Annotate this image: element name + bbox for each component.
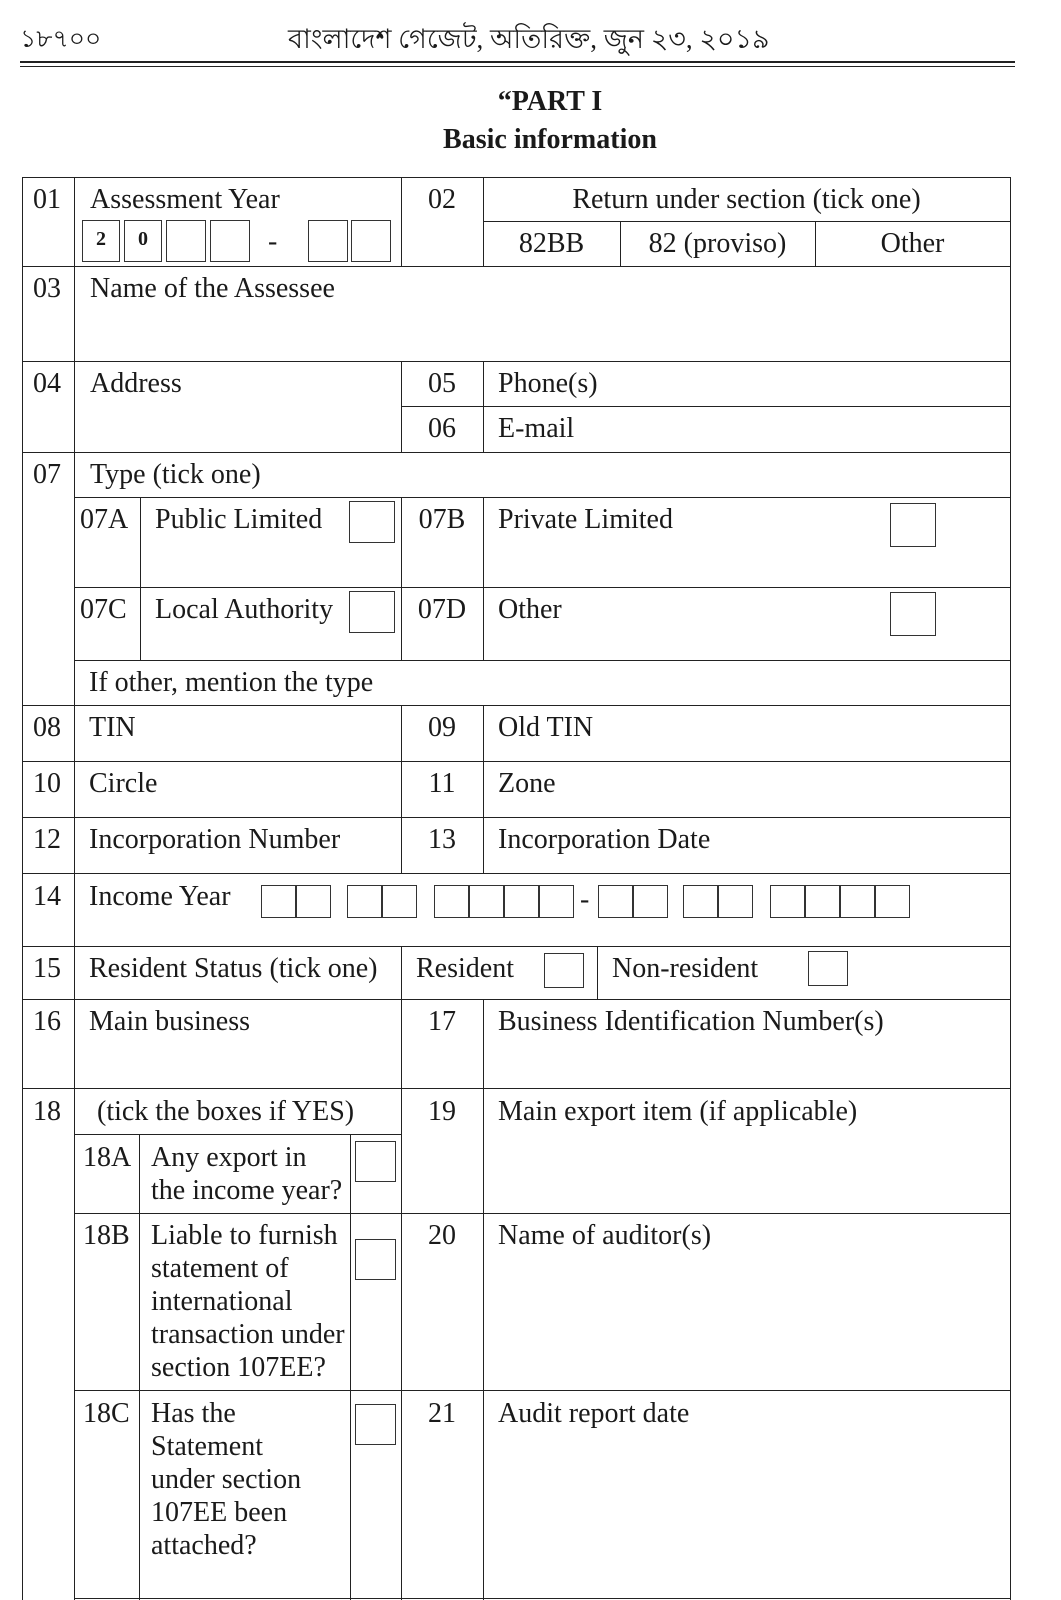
field-20-number: 20 xyxy=(428,1220,456,1251)
type-other-label: Other xyxy=(498,594,562,625)
field-18a-code: 18A xyxy=(83,1142,132,1173)
resident-checkbox[interactable] xyxy=(544,953,584,988)
field-01-number: 01 xyxy=(33,184,61,215)
statement-attached-checkbox[interactable] xyxy=(355,1404,396,1445)
type-public-limited-label: Public Limited xyxy=(155,504,323,535)
type-other-checkbox[interactable] xyxy=(890,592,936,636)
type-label: Type (tick one) xyxy=(90,459,261,490)
field-21-number: 21 xyxy=(428,1398,456,1429)
gazette-title: বাংলাদেশ গেজেট, অতিরিক্ত, জুন ২৩, ২০১৯ xyxy=(288,24,770,54)
resident-status-label: Resident Status (tick one) xyxy=(89,953,378,984)
page-number: ১৮৭০০ xyxy=(20,26,102,53)
incorporation-date-label: Incorporation Date xyxy=(498,824,711,855)
statement-attached-line: Statement xyxy=(151,1431,263,1462)
assessment-year-digit-3[interactable] xyxy=(166,220,206,262)
field-09-number: 09 xyxy=(428,712,456,743)
income-year-box[interactable] xyxy=(347,885,382,918)
income-year-box[interactable] xyxy=(718,885,753,918)
international-transaction-line: transaction under xyxy=(151,1319,345,1350)
type-07d-code: 07D xyxy=(417,594,467,625)
income-year-label: Income Year xyxy=(89,881,231,912)
address-label: Address xyxy=(90,368,182,399)
nonresident-option-label: Non-resident xyxy=(612,953,759,984)
export-question-line: Any export in xyxy=(151,1142,307,1173)
address-field[interactable] xyxy=(75,400,400,450)
type-other-note: If other, mention the type xyxy=(89,667,374,698)
return-option-other[interactable]: Other xyxy=(880,228,945,259)
statement-attached-line: Has the xyxy=(151,1398,236,1429)
assessment-year-dash: - xyxy=(268,226,278,257)
audit-report-date-label: Audit report date xyxy=(498,1398,690,1429)
assessee-name-label: Name of the Assessee xyxy=(90,273,335,304)
income-year-box[interactable] xyxy=(382,885,417,918)
international-transaction-line: section 107EE? xyxy=(151,1352,326,1383)
field-18-number: 18 xyxy=(33,1096,61,1127)
income-year-box[interactable] xyxy=(261,885,296,918)
income-year-box[interactable] xyxy=(469,885,504,918)
type-07a-code: 07A xyxy=(80,504,129,535)
field-12-number: 12 xyxy=(33,824,61,855)
field-04-number: 04 xyxy=(33,368,61,399)
type-private-limited-label: Private Limited xyxy=(498,504,673,535)
field-02-number: 02 xyxy=(428,184,456,215)
assessment-year-label: Assessment Year xyxy=(90,184,280,215)
international-transaction-line: international xyxy=(151,1286,293,1317)
header-rule-top xyxy=(20,61,1015,63)
nonresident-checkbox[interactable] xyxy=(808,951,848,986)
income-year-box[interactable] xyxy=(296,885,331,918)
field-08-number: 08 xyxy=(33,712,61,743)
return-section-label: Return under section (tick one) xyxy=(572,184,921,215)
statement-attached-line: attached? xyxy=(151,1530,257,1561)
old-tin-label: Old TIN xyxy=(498,712,594,743)
international-transaction-checkbox[interactable] xyxy=(355,1239,396,1280)
export-checkbox[interactable] xyxy=(355,1141,396,1182)
field-17-number: 17 xyxy=(428,1006,456,1037)
field-13-number: 13 xyxy=(428,824,456,855)
type-07c-code: 07C xyxy=(80,594,127,625)
export-question-line: the income year? xyxy=(151,1175,343,1206)
income-year-box[interactable] xyxy=(633,885,668,918)
statement-attached-line: 107EE been xyxy=(151,1497,288,1528)
type-local-authority-checkbox[interactable] xyxy=(349,591,395,633)
assessment-year-digit-6[interactable] xyxy=(351,220,391,262)
type-07b-code: 07B xyxy=(418,504,466,535)
tin-label: TIN xyxy=(89,712,136,743)
field-15-number: 15 xyxy=(33,953,61,984)
field-10-number: 10 xyxy=(33,768,61,799)
assessment-year-digit-2: 0 xyxy=(124,220,162,262)
international-transaction-line: Liable to furnish xyxy=(151,1220,338,1251)
field-19-number: 19 xyxy=(428,1096,456,1127)
assessment-year-digit-5[interactable] xyxy=(308,220,348,262)
return-option-82-proviso[interactable]: 82 (proviso) xyxy=(648,228,787,259)
income-year-box[interactable] xyxy=(875,885,910,918)
type-local-authority-label: Local Authority xyxy=(155,594,334,625)
header-rule-bottom xyxy=(20,66,1015,67)
resident-option-label: Resident xyxy=(416,953,514,984)
field-18c-code: 18C xyxy=(83,1398,130,1429)
field-18b-code: 18B xyxy=(83,1220,130,1251)
income-year-box[interactable] xyxy=(539,885,574,918)
field-07-number: 07 xyxy=(33,459,61,490)
assessee-name-field[interactable] xyxy=(75,305,1009,359)
type-public-limited-checkbox[interactable] xyxy=(349,501,395,543)
incorporation-number-label: Incorporation Number xyxy=(89,824,341,855)
main-export-item-label: Main export item (if applicable) xyxy=(498,1096,858,1127)
assessment-year-digit-1: 2 xyxy=(82,220,120,262)
field-06-number: 06 xyxy=(428,413,456,444)
circle-label: Circle xyxy=(89,768,158,799)
field-16-number: 16 xyxy=(33,1006,61,1037)
email-label: E-mail xyxy=(498,413,575,444)
tick-if-yes-label: (tick the boxes if YES) xyxy=(97,1096,355,1127)
main-business-label: Main business xyxy=(89,1006,250,1037)
statement-attached-line: under section xyxy=(151,1464,302,1495)
field-14-number: 14 xyxy=(33,881,61,912)
income-year-box[interactable] xyxy=(683,885,718,918)
income-year-box[interactable] xyxy=(434,885,469,918)
income-year-box[interactable] xyxy=(598,885,633,918)
field-05-number: 05 xyxy=(428,368,456,399)
field-03-number: 03 xyxy=(33,273,61,304)
section-subtitle: Basic information xyxy=(443,124,657,155)
income-year-dash: - xyxy=(580,884,590,915)
zone-label: Zone xyxy=(498,768,556,799)
international-transaction-line: statement of xyxy=(151,1253,289,1284)
income-year-box[interactable] xyxy=(840,885,875,918)
income-year-box[interactable] xyxy=(504,885,539,918)
auditor-name-label: Name of auditor(s) xyxy=(498,1220,712,1251)
return-option-82bb[interactable]: 82BB xyxy=(518,228,585,259)
assessment-year-digit-4[interactable] xyxy=(210,220,250,262)
income-year-box[interactable] xyxy=(805,885,840,918)
phone-label: Phone(s) xyxy=(498,368,598,399)
income-year-box[interactable] xyxy=(770,885,805,918)
field-11-number: 11 xyxy=(428,768,456,799)
bin-label: Business Identification Number(s) xyxy=(498,1006,884,1037)
type-private-limited-checkbox[interactable] xyxy=(890,503,936,547)
part-title: “PART I xyxy=(497,86,603,117)
